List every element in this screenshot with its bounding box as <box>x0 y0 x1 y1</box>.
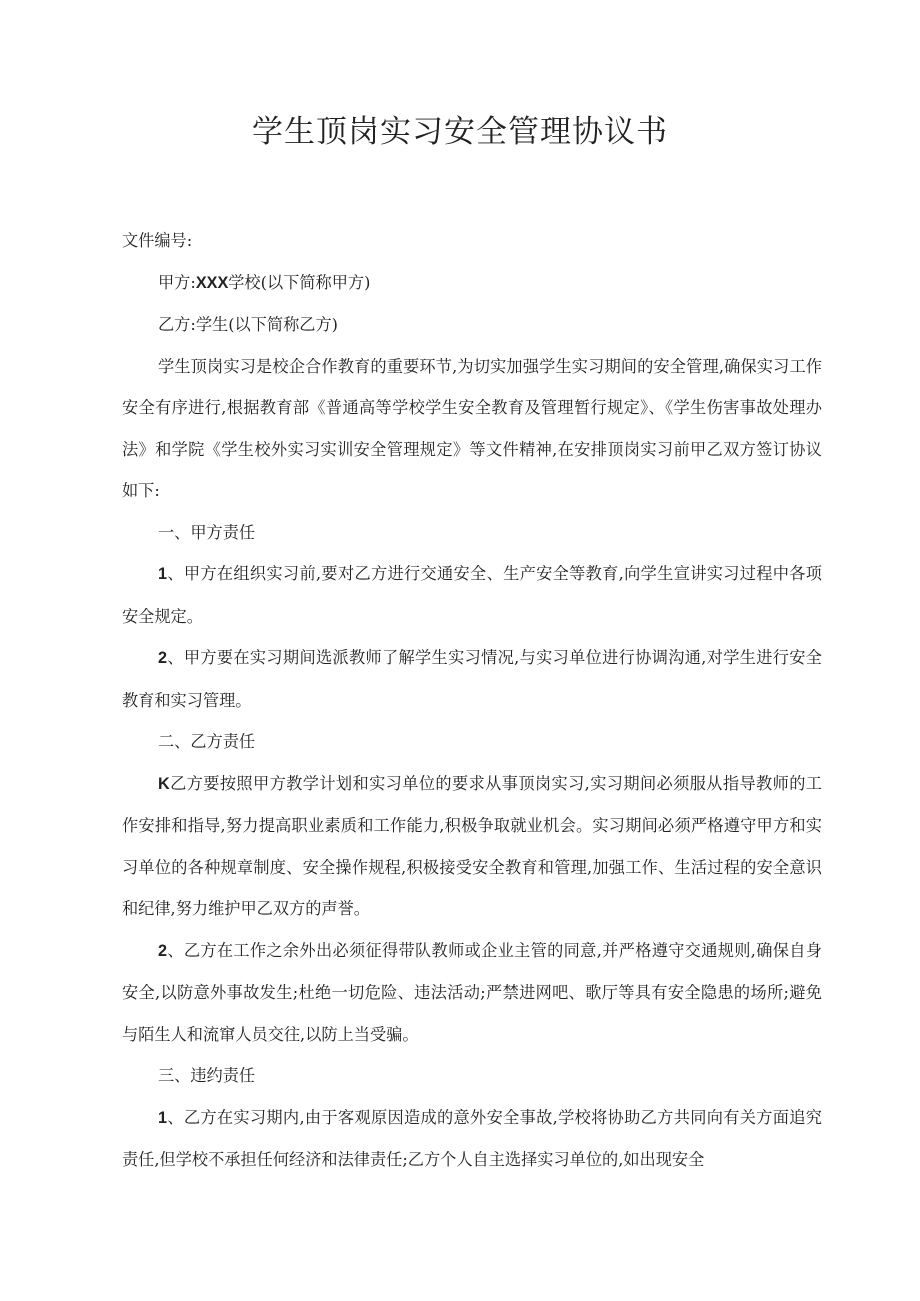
party-a-line <box>122 262 822 305</box>
intro-paragraph: 学生顶岗实习是校企合作教育的重要环节,为切实加强学生实习期间的安全管理,确保实习工作安全有序进行,根据教育部《普通高等学校学生安全教育及管理暂行规定》、《学生伤害事故处理办法》和学院《学生校外实习实训安全管理规定》等文件精神,在安排顶岗实习前甲乙双方签订协议如下: <box>122 356 822 500</box>
clause-text: 、甲方要在实习期间选派教师了解学生实习情况,与实习单位进行协调沟通,对学生进行安全教育和实习管理。 <box>122 648 822 710</box>
document-body <box>122 220 822 1181</box>
clause-party-a-2 <box>122 637 822 721</box>
clause-number: 1 <box>158 1108 168 1127</box>
party-b-line: 乙方:学生(以下简称乙方) <box>158 315 338 334</box>
clause-number: 2 <box>158 941 168 960</box>
file-number-label: 文件编号: <box>122 231 193 250</box>
clause-text: 、乙方在工作之余外出必须征得带队教师或企业主管的同意,并严格遵守交通规则,确保自身安全,以防意外事故发生;杜绝一切危险、违法活动;严禁进网吧、歌厅等具有安全隐患的场所;避免与陌生人和流窜人员交往,以防上当受骗。 <box>122 940 822 1044</box>
party-a-school: XXX <box>195 273 229 292</box>
clause-party-b-1 <box>122 763 822 930</box>
section-heading-party-b: 二、乙方责任 <box>158 732 256 751</box>
clause-text: 乙方要按照甲方教学计划和实习单位的要求从事顶岗实习,实习期间必须服从指导教师的工作安排和指导,努力提高职业素质和工作能力,积极争取就业机会。实习期间必须严格遵守甲方和实习单位的各种规章制度、安全操作规程,积极接受安全教育和管理,加强工作、生活过程的安全意识和纪律,努力维护甲乙双方的声誉。 <box>122 773 822 918</box>
clause-party-b-2 <box>122 930 822 1056</box>
clause-number: 2 <box>158 649 168 667</box>
document-title: 学生顶岗实习安全管理协议书 <box>252 114 668 150</box>
party-a-label: 甲方: <box>158 272 196 292</box>
clause-number: 1 <box>158 565 168 583</box>
clause-text: 、乙方在实习期内,由于客观原因造成的意外安全事故,学校将协助乙方共同向有关方面追究责任,但学校不承担任何经济和法律责任;乙方个人自主选择实习单位的,如出现安全 <box>122 1107 822 1169</box>
clause-breach-1 <box>122 1097 822 1181</box>
section-heading-breach: 三、违约责任 <box>158 1066 256 1085</box>
party-a-rest: 学校(以下简称甲方) <box>228 272 371 292</box>
clause-text: 、甲方在组织实习前,要对乙方进行交通安全、生产安全等教育,向学生宣讲实习过程中各项安全规定。 <box>122 564 822 626</box>
section-heading-party-a: 一、甲方责任 <box>158 522 256 542</box>
clause-party-a-1 <box>122 553 822 637</box>
clause-number: K <box>158 774 170 793</box>
